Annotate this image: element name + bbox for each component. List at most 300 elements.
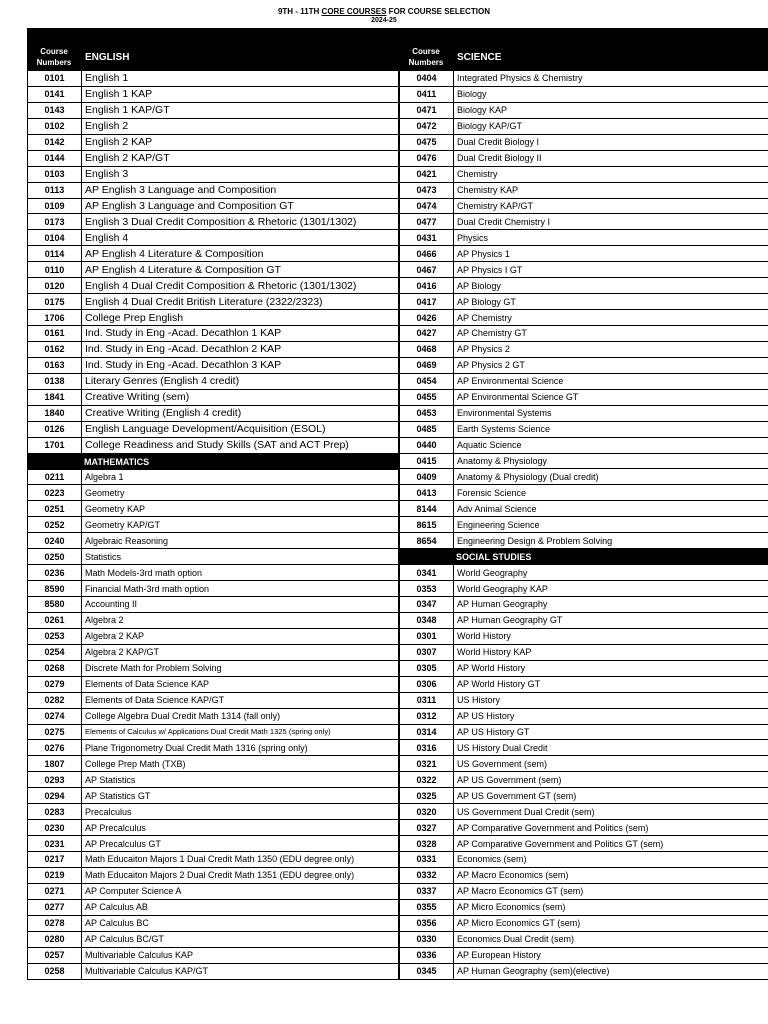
science-title: SCIENCE [457, 52, 502, 63]
course-name: Economics (sem) [454, 852, 768, 867]
science-header [399, 28, 768, 71]
course-row [27, 820, 399, 836]
course-number: 0109 [27, 199, 82, 214]
course-row [27, 645, 399, 661]
title-part: 9TH - 11TH [277, 7, 322, 16]
course-name: Dual Credit Biology II [454, 151, 768, 166]
course-number: 0337 [399, 884, 454, 899]
course-name: AP US History GT [454, 725, 768, 740]
course-row [27, 581, 399, 597]
course-row [399, 358, 768, 374]
course-row [27, 199, 399, 215]
course-row [27, 374, 399, 390]
course-row [399, 103, 768, 119]
course-number: 0120 [27, 278, 82, 293]
course-number: 0353 [399, 581, 454, 596]
course-number: 8580 [27, 597, 82, 612]
course-row [27, 310, 399, 326]
course-name: Environmental Systems [454, 406, 768, 421]
course-row [27, 948, 399, 964]
course-number: 0276 [27, 740, 82, 755]
course-name: English 2 [82, 119, 399, 134]
course-number: 0305 [399, 661, 454, 676]
course-row [27, 390, 399, 406]
course-number: 0314 [399, 725, 454, 740]
course-number: 0114 [27, 246, 82, 261]
course-row [399, 71, 768, 87]
course-name: US Government Dual Credit (sem) [454, 804, 768, 819]
course-row [27, 549, 399, 565]
course-name: English 4 Dual Credit British Literature (2322/2323) [82, 294, 399, 309]
course-name: AP Micro Economics (sem) [454, 900, 768, 915]
course-number: 0104 [27, 230, 82, 245]
course-row [399, 629, 768, 645]
course-name: World History [454, 629, 768, 644]
course-number: 0251 [27, 501, 82, 516]
course-name: Elements of Data Science KAP [82, 677, 399, 692]
course-numbers-header: Course Numbers [408, 46, 444, 67]
course-number: 0144 [27, 151, 82, 166]
course-number: 0332 [399, 868, 454, 883]
course-name: AP US Government GT (sem) [454, 788, 768, 803]
course-name: Adv Animal Science [454, 501, 768, 516]
course-name: AP World History GT [454, 677, 768, 692]
course-number: 0485 [399, 422, 454, 437]
course-row [27, 470, 399, 486]
course-number: 0325 [399, 788, 454, 803]
course-row [399, 246, 768, 262]
course-name: AP English 4 Literature & Composition GT [82, 262, 399, 277]
course-name: AP Human Geography [454, 597, 768, 612]
course-number: 0161 [27, 326, 82, 341]
course-row [27, 135, 399, 151]
course-number: 0279 [27, 677, 82, 692]
course-row [27, 71, 399, 87]
course-name: AP US Government (sem) [454, 772, 768, 787]
course-number: 0306 [399, 677, 454, 692]
course-name: Chemistry [454, 167, 768, 182]
course-name: AP English 4 Literature & Composition [82, 246, 399, 261]
course-name: Ind. Study in Eng -Acad. Decathlon 1 KAP [82, 326, 399, 341]
science-table [399, 71, 768, 549]
course-name: AP Chemistry GT [454, 326, 768, 341]
course-number: 0409 [399, 469, 454, 484]
course-number: 0356 [399, 916, 454, 931]
course-row [27, 517, 399, 533]
course-row [399, 645, 768, 661]
course-name: AP Chemistry [454, 310, 768, 325]
course-number: 0348 [399, 613, 454, 628]
course-number: 0271 [27, 884, 82, 899]
course-number: 0301 [399, 629, 454, 644]
course-number: 0469 [399, 358, 454, 373]
course-row [27, 709, 399, 725]
course-row [399, 278, 768, 294]
course-row [399, 581, 768, 597]
math-table [27, 470, 399, 980]
course-name: Anatomy & Physiology (Dual credit) [454, 469, 768, 484]
course-row [27, 836, 399, 852]
course-name: AP Physics 2 GT [454, 358, 768, 373]
course-number: 0316 [399, 740, 454, 755]
course-name: AP Physics I GT [454, 262, 768, 277]
course-name: Multivariable Calculus KAP [82, 948, 399, 963]
course-name: US History Dual Credit [454, 740, 768, 755]
course-name: Forensic Science [454, 485, 768, 500]
course-name: College Readiness and Study Skills (SAT and ACT Prep) [82, 438, 399, 453]
course-number: 0110 [27, 262, 82, 277]
course-name: Dual Credit Chemistry I [454, 214, 768, 229]
course-number: 0471 [399, 103, 454, 118]
course-number: 0320 [399, 804, 454, 819]
course-name: Math Educaiton Majors 1 Dual Credit Math 1350 (EDU degree only) [82, 852, 399, 867]
course-name: Elements of Calculus w/ Applications Dual Credit Math 1325 (spring only) [82, 725, 399, 740]
course-number: 0173 [27, 214, 82, 229]
course-name: AP Human Geography GT [454, 613, 768, 628]
course-row [399, 517, 768, 533]
course-number: 0312 [399, 709, 454, 724]
course-name: AP Comparative Government and Politics GT (sem) [454, 836, 768, 851]
course-name: AP English 3 Language and Composition GT [82, 199, 399, 214]
course-row [399, 772, 768, 788]
course-number: 0231 [27, 836, 82, 851]
course-number: 0328 [399, 836, 454, 851]
course-row [399, 390, 768, 406]
course-row [27, 900, 399, 916]
course-row [27, 103, 399, 119]
course-number: 1840 [27, 406, 82, 421]
course-number: 1841 [27, 390, 82, 405]
course-number: 8144 [399, 501, 454, 516]
course-row [27, 964, 399, 980]
course-number: 0355 [399, 900, 454, 915]
course-number: 0473 [399, 183, 454, 198]
course-row [399, 87, 768, 103]
course-number: 0250 [27, 549, 82, 564]
course-name: English 1 KAP [82, 87, 399, 102]
course-number: 8615 [399, 517, 454, 532]
course-row [399, 820, 768, 836]
course-row [27, 406, 399, 422]
course-number: 0431 [399, 230, 454, 245]
course-row [399, 677, 768, 693]
course-number: 0341 [399, 565, 454, 580]
course-name: Accounting II [82, 597, 399, 612]
course-row [399, 597, 768, 613]
course-number: 0411 [399, 87, 454, 102]
course-row [399, 709, 768, 725]
left-column [27, 28, 399, 980]
course-number: 0330 [399, 932, 454, 947]
social-studies-table [399, 565, 768, 979]
course-row [27, 422, 399, 438]
course-name: AP Environmental Science [454, 374, 768, 389]
course-number: 0142 [27, 135, 82, 150]
course-name: Ind. Study in Eng -Acad. Decathlon 3 KAP [82, 358, 399, 373]
course-number: 0440 [399, 438, 454, 453]
course-number: 0280 [27, 932, 82, 947]
course-row [27, 756, 399, 772]
course-number: 0257 [27, 948, 82, 963]
course-name: World Geography [454, 565, 768, 580]
course-row [399, 167, 768, 183]
course-name: English 4 Dual Credit Composition & Rhetoric (1301/1302) [82, 278, 399, 293]
course-row [399, 151, 768, 167]
course-number: 0236 [27, 565, 82, 580]
course-number: 0113 [27, 183, 82, 198]
course-name: AP Statistics GT [82, 788, 399, 803]
course-row [399, 884, 768, 900]
course-name: English 1 KAP/GT [82, 103, 399, 118]
course-row [399, 422, 768, 438]
course-row [27, 358, 399, 374]
course-number: 0426 [399, 310, 454, 325]
course-name: US Government (sem) [454, 756, 768, 771]
course-number: 0240 [27, 533, 82, 548]
course-number: 0322 [399, 772, 454, 787]
course-name: Math Models-3rd math option [82, 565, 399, 580]
course-number: 0293 [27, 772, 82, 787]
course-row [27, 852, 399, 868]
course-name: AP European History [454, 948, 768, 963]
course-row [399, 533, 768, 549]
course-name: Geometry KAP/GT [82, 517, 399, 532]
course-number: 0274 [27, 709, 82, 724]
course-row [27, 916, 399, 932]
course-name: AP Micro Economics GT (sem) [454, 916, 768, 931]
course-number: 0275 [27, 725, 82, 740]
course-name: Physics [454, 230, 768, 245]
course-name: AP Environmental Science GT [454, 390, 768, 405]
right-column [399, 28, 768, 980]
course-row [27, 629, 399, 645]
course-name: English 2 KAP/GT [82, 151, 399, 166]
course-name: Algebra 2 KAP [82, 629, 399, 644]
course-name: Engineering Science [454, 517, 768, 532]
title-part: FOR COURSE SELECTION [386, 7, 491, 16]
course-name: Financial Math-3rd math option [82, 581, 399, 596]
course-row [27, 485, 399, 501]
course-name: Chemistry KAP [454, 183, 768, 198]
course-row [399, 693, 768, 709]
course-number: 0261 [27, 613, 82, 628]
course-row [399, 438, 768, 454]
course-name: Statistics [82, 549, 399, 564]
social-studies-title: SOCIAL STUDIES [456, 552, 532, 563]
course-name: AP Macro Economics (sem) [454, 868, 768, 883]
course-name: AP World History [454, 661, 768, 676]
course-row [399, 964, 768, 980]
math-title: MATHEMATICS [84, 456, 150, 467]
course-name: Aquatic Science [454, 438, 768, 453]
course-row [27, 183, 399, 199]
course-row [399, 326, 768, 342]
course-row [399, 374, 768, 390]
course-name: Earth Systems Science [454, 422, 768, 437]
course-name: English 3 Dual Credit Composition & Rhetoric (1301/1302) [82, 214, 399, 229]
course-name: AP Comparative Government and Politics (sem) [454, 820, 768, 835]
document-title [0, 7, 768, 16]
math-header [27, 454, 399, 470]
course-name: AP Physics 1 [454, 246, 768, 261]
course-row [399, 342, 768, 358]
course-number: 0453 [399, 406, 454, 421]
course-name: AP Physics 2 [454, 342, 768, 357]
course-name: English 1 [82, 71, 399, 86]
course-row [399, 310, 768, 326]
course-row [27, 932, 399, 948]
course-name: World History KAP [454, 645, 768, 660]
course-name: Plane Trigonometry Dual Credit Math 1316 (spring only) [82, 740, 399, 755]
course-row [399, 565, 768, 581]
course-name: Biology KAP [454, 103, 768, 118]
course-row [399, 469, 768, 485]
course-row [27, 151, 399, 167]
course-name: AP Calculus BC [82, 916, 399, 931]
course-number: 0223 [27, 485, 82, 500]
course-row [399, 501, 768, 517]
course-number: 0472 [399, 119, 454, 134]
course-row [399, 613, 768, 629]
course-number: 0217 [27, 852, 82, 867]
course-name: English 2 KAP [82, 135, 399, 150]
course-number: 0421 [399, 167, 454, 182]
course-number: 0294 [27, 788, 82, 803]
course-name: AP Calculus AB [82, 900, 399, 915]
course-name: Algebra 2 KAP/GT [82, 645, 399, 660]
course-number: 0345 [399, 964, 454, 979]
course-name: World Geography KAP [454, 581, 768, 596]
course-row [399, 199, 768, 215]
course-number: 0258 [27, 964, 82, 979]
course-row [27, 772, 399, 788]
course-name: Discrete Math for Problem Solving [82, 661, 399, 676]
course-row [27, 725, 399, 741]
course-name: AP Calculus BC/GT [82, 932, 399, 947]
course-row [399, 406, 768, 422]
course-number: 0103 [27, 167, 82, 182]
course-name: AP Precalculus GT [82, 836, 399, 851]
course-number: 0311 [399, 693, 454, 708]
course-number: 0254 [27, 645, 82, 660]
course-number: 0101 [27, 71, 82, 86]
course-row [399, 932, 768, 948]
course-name: Engineering Design & Problem Solving [454, 533, 768, 548]
course-row [399, 183, 768, 199]
course-number: 0474 [399, 199, 454, 214]
course-number: 0417 [399, 294, 454, 309]
course-row [399, 756, 768, 772]
course-row [27, 214, 399, 230]
course-row [399, 725, 768, 741]
course-name: Elements of Data Science KAP/GT [82, 693, 399, 708]
course-name: Anatomy & Physiology [454, 454, 768, 469]
course-row [27, 278, 399, 294]
course-number: 0138 [27, 374, 82, 389]
course-number: 0477 [399, 214, 454, 229]
course-row [399, 804, 768, 820]
document-subtitle: 2024-25 [371, 17, 397, 24]
course-name: Math Educaiton Majors 2 Dual Credit Math 1351 (EDU degree only) [82, 868, 399, 883]
course-number: 0163 [27, 358, 82, 373]
course-name: Ind. Study in Eng -Acad. Decathlon 2 KAP [82, 342, 399, 357]
course-number: 0283 [27, 804, 82, 819]
course-name: Biology KAP/GT [454, 119, 768, 134]
course-row [27, 87, 399, 103]
course-row [27, 294, 399, 310]
course-number: 0427 [399, 326, 454, 341]
course-number: 8654 [399, 533, 454, 548]
course-row [27, 438, 399, 454]
english-table [27, 71, 399, 454]
course-name: Literary Genres (English 4 credit) [82, 374, 399, 389]
course-name: AP Statistics [82, 772, 399, 787]
course-number: 0175 [27, 294, 82, 309]
course-row [399, 262, 768, 278]
course-row [27, 693, 399, 709]
course-row [399, 661, 768, 677]
course-name: English 4 [82, 230, 399, 245]
course-number: 8590 [27, 581, 82, 596]
course-row [399, 294, 768, 310]
course-number: 0253 [27, 629, 82, 644]
course-row [27, 613, 399, 629]
course-row [399, 740, 768, 756]
course-number: 1706 [27, 310, 82, 325]
course-number: 0277 [27, 900, 82, 915]
course-row [399, 230, 768, 246]
course-number: 0219 [27, 868, 82, 883]
course-number: 0327 [399, 820, 454, 835]
course-name: College Prep Math (TXB) [82, 756, 399, 771]
course-number: 0268 [27, 661, 82, 676]
course-row [27, 597, 399, 613]
course-name: English Language Development/Acquisition (ESOL) [82, 422, 399, 437]
course-row [27, 262, 399, 278]
course-row [399, 900, 768, 916]
course-row [27, 677, 399, 693]
social-studies-header [399, 549, 768, 565]
course-name: Integrated Physics & Chemistry [454, 71, 768, 86]
course-name: AP US History [454, 709, 768, 724]
course-row [27, 533, 399, 549]
course-number: 0476 [399, 151, 454, 166]
course-row [399, 119, 768, 135]
course-number: 0468 [399, 342, 454, 357]
course-name: Precalculus [82, 804, 399, 819]
course-row [27, 884, 399, 900]
course-number: 0278 [27, 916, 82, 931]
course-number: 0102 [27, 119, 82, 134]
course-number: 0467 [399, 262, 454, 277]
course-number: 0143 [27, 103, 82, 118]
course-row [27, 119, 399, 135]
course-number: 0455 [399, 390, 454, 405]
course-row [399, 135, 768, 151]
course-number: 0141 [27, 87, 82, 102]
course-row [27, 167, 399, 183]
course-number: 0413 [399, 485, 454, 500]
course-number: 1701 [27, 438, 82, 453]
course-name: English 3 [82, 167, 399, 182]
course-row [399, 948, 768, 964]
course-number: 0347 [399, 597, 454, 612]
course-row [27, 501, 399, 517]
course-number: 0466 [399, 246, 454, 261]
course-row [399, 788, 768, 804]
course-numbers-header: Course Numbers [36, 46, 72, 67]
course-row [27, 788, 399, 804]
